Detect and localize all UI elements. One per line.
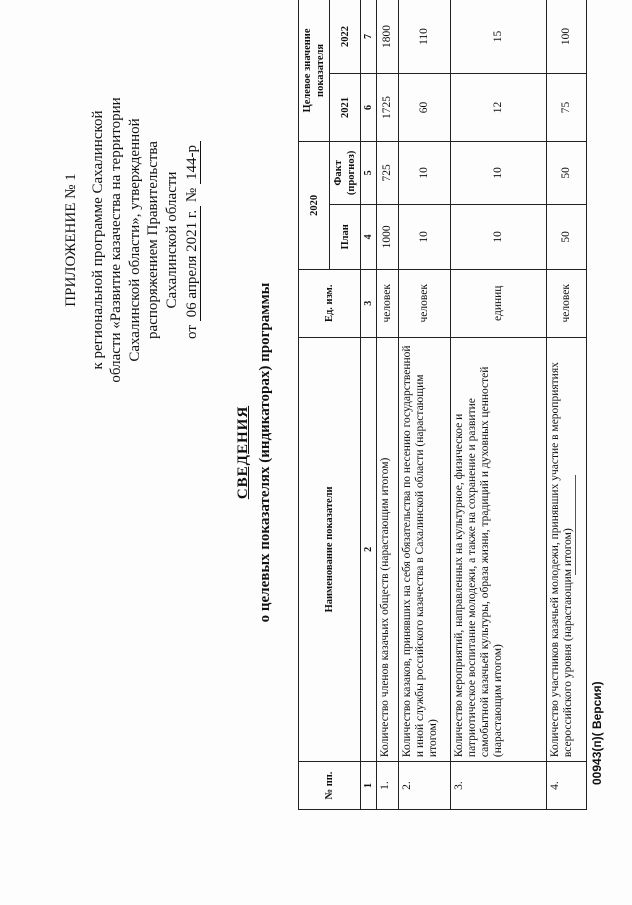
document-heading bbox=[232, 0, 276, 905]
appendix-line: Сахалинской области», утвержденной bbox=[126, 118, 143, 362]
column-number: 1 bbox=[361, 762, 377, 810]
row-2022: 1800 bbox=[377, 0, 399, 73]
header-name: Наименование показатели bbox=[299, 337, 361, 761]
row-2022: 110 bbox=[399, 0, 451, 73]
table-row bbox=[451, 0, 547, 810]
appendix-line: области «Развитие казачества на территории bbox=[108, 97, 124, 383]
row-plan: 50 bbox=[547, 204, 587, 269]
row-plan: 10 bbox=[451, 204, 547, 269]
column-number: 4 bbox=[361, 204, 377, 269]
number-prefix: № bbox=[184, 187, 200, 203]
row-2021: 12 bbox=[451, 73, 547, 141]
table-row bbox=[547, 0, 587, 810]
approval-date: 06 апреля 2021 г. bbox=[184, 206, 201, 322]
column-number: 5 bbox=[361, 141, 377, 204]
row-fact: 10 bbox=[451, 141, 547, 204]
header-target: Целевое значение показателя bbox=[299, 0, 330, 141]
row-num: 3. bbox=[451, 762, 547, 810]
row-2021: 1725 bbox=[377, 73, 399, 141]
header-plan: План bbox=[330, 204, 361, 269]
column-number: 6 bbox=[361, 73, 377, 141]
column-number: 7 bbox=[361, 0, 377, 73]
approval-date-line bbox=[183, 30, 202, 450]
row-fact: 50 bbox=[547, 141, 587, 204]
document-subtitle: о целевых показателях (индикаторах) программы bbox=[257, 282, 273, 623]
row-indicator-name: Количество мероприятий, направленных на культурное, физическое и патриотическое воспитание молодежи, а также на сохранение и развитие самобытной казачьей культуры, образа жизни, традиций и духовных ценностей (нарастающим итогом) bbox=[451, 337, 547, 761]
table-row bbox=[377, 0, 399, 810]
row-2022: 15 bbox=[451, 0, 547, 73]
column-number: 3 bbox=[361, 269, 377, 337]
row-plan: 10 bbox=[399, 204, 451, 269]
indicators-table bbox=[298, 0, 587, 810]
document-code: 00943(п)( Версия) bbox=[590, 681, 604, 785]
row-num: 2. bbox=[399, 762, 451, 810]
row-plan: 1000 bbox=[377, 204, 399, 269]
row-fact: 10 bbox=[399, 141, 451, 204]
row-fact: 725 bbox=[377, 141, 399, 204]
appendix-block bbox=[62, 30, 202, 450]
row-num: 1. bbox=[377, 762, 399, 810]
row-unit: человек bbox=[399, 269, 451, 337]
header-2021: 2021 bbox=[330, 73, 361, 141]
date-prefix: от bbox=[184, 325, 200, 339]
appendix-line: Сахалинской области bbox=[163, 171, 180, 309]
header-2022: 2022 bbox=[330, 0, 361, 73]
row-indicator-name: Количество участников казачьей молодежи, принявших участие в мероприятиях всероссийского уровня (нарастающим итогом) bbox=[547, 337, 587, 761]
separator-line bbox=[575, 475, 576, 575]
row-indicator-name: Количество членов казачьих обществ (нарастающим итогом) bbox=[377, 337, 399, 761]
approval-number: 144-р bbox=[184, 141, 201, 184]
row-indicator-name: Количество казаков, принявших на себя обязательства по несению государственной и иной службы российского казачества в Сахалинской области (нарастающим итогом) bbox=[399, 337, 451, 761]
header-fact: Факт (прогноз) bbox=[330, 141, 361, 204]
row-unit: человек bbox=[547, 269, 587, 337]
appendix-title: ПРИЛОЖЕНИЕ № 1 bbox=[63, 173, 79, 307]
row-2021: 60 bbox=[399, 73, 451, 141]
appendix-line: к региональной программе Сахалинской bbox=[89, 110, 106, 370]
appendix-line: распоряжением Правительства bbox=[145, 141, 161, 339]
header-num: № пп. bbox=[299, 762, 361, 810]
row-2022: 100 bbox=[547, 0, 587, 73]
table-row bbox=[399, 0, 451, 810]
row-unit: единиц bbox=[451, 269, 547, 337]
header-unit: Ед. изм. bbox=[299, 269, 361, 337]
column-number-row bbox=[361, 0, 377, 810]
row-unit: человек bbox=[377, 269, 399, 337]
row-2021: 75 bbox=[547, 73, 587, 141]
header-year-2020: 2020 bbox=[299, 141, 330, 269]
document-title: СВЕДЕНИЯ bbox=[235, 405, 251, 500]
column-number: 2 bbox=[361, 337, 377, 761]
row-num: 4. bbox=[547, 762, 587, 810]
